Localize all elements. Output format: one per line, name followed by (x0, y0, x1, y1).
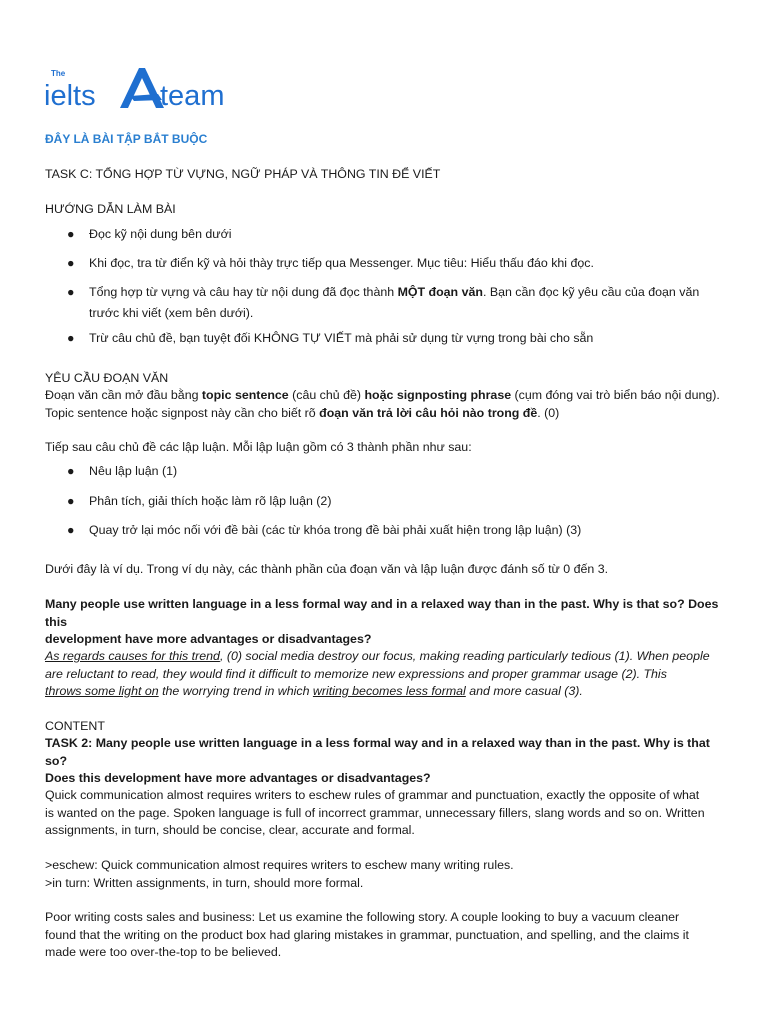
task2-question: TASK 2: Many people use written language in a less formal way and in a relaxed way than in the past. Why is that so? Does this development have more advantages or disadvantages? (45, 736, 710, 785)
guide-list (45, 284, 735, 302)
guide-item3-continuation: trước khi viết (xem bên dưới). (89, 306, 254, 320)
logo-left-text: ielts (44, 80, 96, 112)
logo-right-text: team (160, 80, 225, 112)
bullet-icon: ● (67, 331, 75, 345)
argument-intro: Tiếp sau câu chủ đề các lập luận. Mỗi lập luận gồm có 3 thành phần như sau: (45, 440, 472, 454)
bullet-icon: ● (67, 494, 75, 508)
argument-list (45, 463, 735, 481)
example-intro: Dưới đây là ví dụ. Trong ví dụ này, các thành phần của đoạn văn và lập luận được đánh số từ 0 đến 3. (45, 562, 609, 576)
argument-list (45, 522, 735, 540)
argument-list (45, 493, 735, 511)
content-paragraph-1: Quick communication almost requires writers to eschew rules of grammar and punctuation, exactly the opposite of what is wanted on the page. Spoken language is full of incorrect grammar, unnecessary fillers, slang words and so on. Written assignments, in turn, should be concise, clear, accurate and formal. (45, 788, 705, 837)
bullet-icon: ● (67, 256, 75, 270)
list-item: ● Phân tích, giải thích hoặc làm rõ lập luận (2) (45, 493, 735, 511)
list-item: ● Khi đọc, tra từ điển kỹ và hỏi thày trực tiếp qua Messenger. Mục tiêu: Hiểu thấu đáo khi đọc. (45, 255, 735, 273)
requirement-title: YÊU CẦU ĐOẠN VĂN (45, 371, 169, 385)
list-item: ● Đọc kỹ nội dung bên dưới (45, 226, 735, 244)
list-item: ● Tổng hợp từ vựng và câu hay từ nội dung đã đọc thành MỘT đoạn văn. Bạn cần đọc kỹ yêu cầu của đoạn văn (45, 284, 735, 302)
list-item: ● Quay trở lại móc nối với đề bài (các từ khóa trong đề bài phải xuất hiện trong lập luận) (3) (45, 522, 735, 540)
vocabulary-notes: >eschew: Quick communication almost requires writers to eschew many writing rules. >in turn: Written assignments, in turn, should more formal. (45, 858, 514, 890)
logo-mark-icon (44, 64, 230, 116)
bullet-icon: ● (67, 285, 75, 299)
bullet-icon: ● (67, 227, 75, 241)
list-item: ● Nêu lập luận (1) (45, 463, 735, 481)
guide-list (45, 226, 735, 244)
requirement-paragraph: Đoạn văn cần mở đầu bằng topic sentence (câu chủ đề) hoặc signposting phrase (cụm đóng vai trò biển báo nội dung). Topic sentence hoặc signpost này cần cho biết rõ đoạn văn trả lời câu hỏi nào trong đề. (0) (45, 388, 720, 420)
bullet-icon: ● (67, 523, 75, 537)
example-paragraph: As regards causes for this trend, (0) social media destroy our focus, making reading particularly tedious (1). When people are reluctant to read, they would find it difficult to memorize new expressions and proper grammar usage (2). This throws some light on the worrying trend in which writing becomes less formal and more casual (3). (45, 649, 710, 698)
logo-superscript: The (51, 69, 66, 78)
required-heading: ĐÂY LÀ BÀI TẬP BẮT BUỘC (45, 132, 208, 146)
content-paragraph-2: Poor writing costs sales and business: Let us examine the following story. A couple looking to buy a vacuum cleaner found that the writing on the product box had glaring mistakes in grammar, punctuation, and spelling, and the claims it made were too over-the-top to be believed. (45, 910, 689, 959)
guide-title: HƯỚNG DẪN LÀM BÀI (45, 202, 176, 216)
example-question: Many people use written language in a less formal way and in a relaxed way than in the past. Why is that so? Does this development have more advantages or disadvantages? (45, 597, 719, 646)
list-item: ● Trừ câu chủ đề, bạn tuyệt đối KHÔNG TỰ VIẾT mà phải sử dụng từ vựng trong bài cho sẵn (45, 330, 735, 348)
ielts-ateam-logo (44, 64, 230, 116)
content-label: CONTENT (45, 719, 105, 733)
bullet-icon: ● (67, 464, 75, 478)
guide-list (45, 330, 735, 348)
guide-list (45, 255, 735, 273)
task-c-title: TASK C: TỔNG HỢP TỪ VỰNG, NGỮ PHÁP VÀ THÔNG TIN ĐỂ VIẾT (45, 167, 441, 181)
